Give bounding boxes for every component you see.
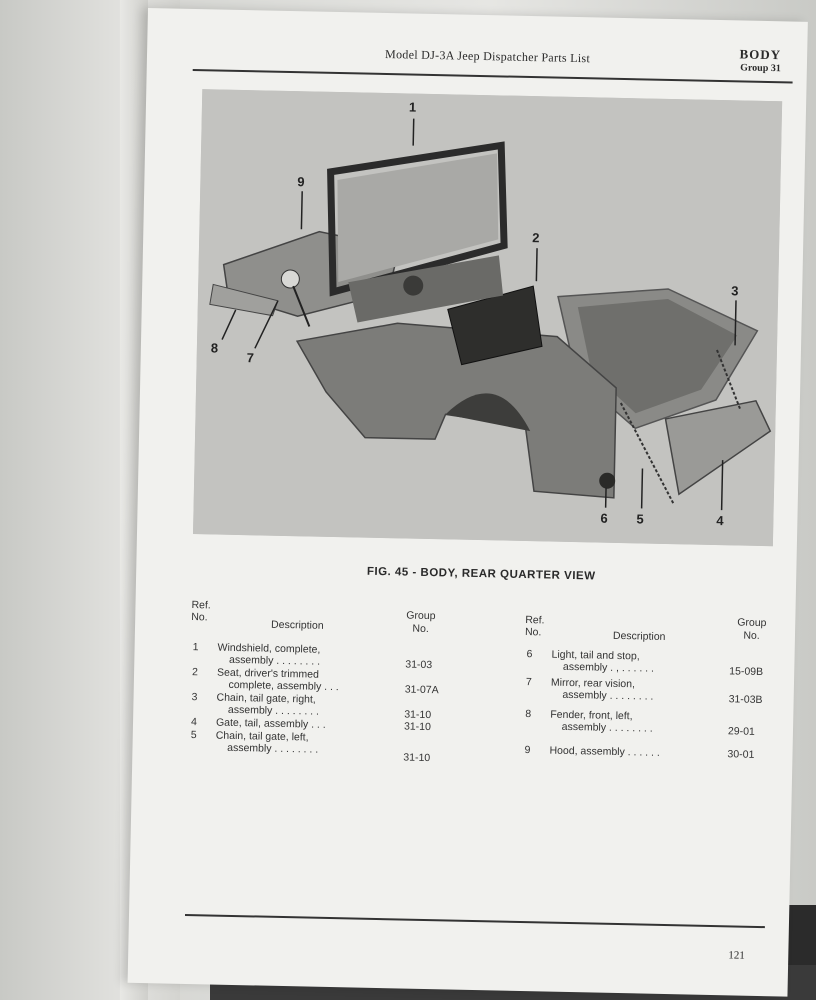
page-number: 121 (728, 949, 745, 962)
svg-text:5: 5 (636, 511, 644, 527)
ref-header: Ref. No. (191, 599, 211, 624)
body-illustration (193, 89, 782, 546)
svg-text:4: 4 (716, 513, 724, 529)
table-row: 4 Gate, tail, assembly . . . 31-10 (190, 716, 431, 734)
table-header (525, 606, 776, 653)
table-row: 9 Hood, assembly . . . . . . 30-01 (524, 744, 755, 761)
table-row: 7 Mirror, rear vision, assembly . . . . . . . . 31-03B (525, 676, 763, 707)
jeep-body-drawing (193, 89, 782, 546)
header-group: Group 31 (740, 62, 781, 75)
group-header: Group No. (406, 609, 436, 636)
svg-text:3: 3 (731, 283, 739, 299)
table-row: 6 Light, tail and stop, assembly . , . . . . . . 15-09B (526, 648, 764, 679)
catalog-page (128, 8, 808, 997)
svg-text:7: 7 (246, 350, 255, 366)
svg-text:6: 6 (600, 510, 608, 526)
group-header: Group No. (737, 616, 767, 642)
table-row: 5 Chain, tail gate, left, assembly . . . . . . . . 31-10 (190, 729, 431, 765)
header-section-block (739, 46, 781, 74)
table-row: 8 Fender, front, left, assembly . . . . . . . . 29-01 (525, 708, 755, 738)
header-title: Model DJ-3A Jeep Dispatcher Parts List (384, 46, 591, 66)
page-header (193, 31, 794, 84)
table-row: 1 Windshield, complete, assembly . . . . . . . . 31-03 (192, 641, 433, 672)
parts-table-left (188, 599, 451, 764)
svg-text:9: 9 (297, 174, 305, 190)
svg-text:1: 1 (408, 99, 417, 115)
header-rule (193, 69, 793, 84)
header-section: BODY (739, 46, 782, 63)
svg-text:2: 2 (532, 230, 540, 246)
ref-header: Ref. No. (524, 614, 545, 639)
table-header (191, 599, 452, 646)
description-header: Description (270, 618, 324, 632)
figure-caption: FIG. 45 - BODY, REAR QUARTER VIEW (366, 565, 596, 583)
svg-text:8: 8 (210, 340, 219, 356)
parts-table-right (522, 606, 775, 774)
table-row: 2 Seat, driver's trimmed complete, assembly . . . 31-07A (191, 666, 439, 697)
table-row: 3 Chain, tail gate, right, assembly . . . . . . . . 31-10 (191, 691, 432, 722)
footer-rule (185, 914, 765, 928)
description-header: Description (612, 629, 666, 643)
